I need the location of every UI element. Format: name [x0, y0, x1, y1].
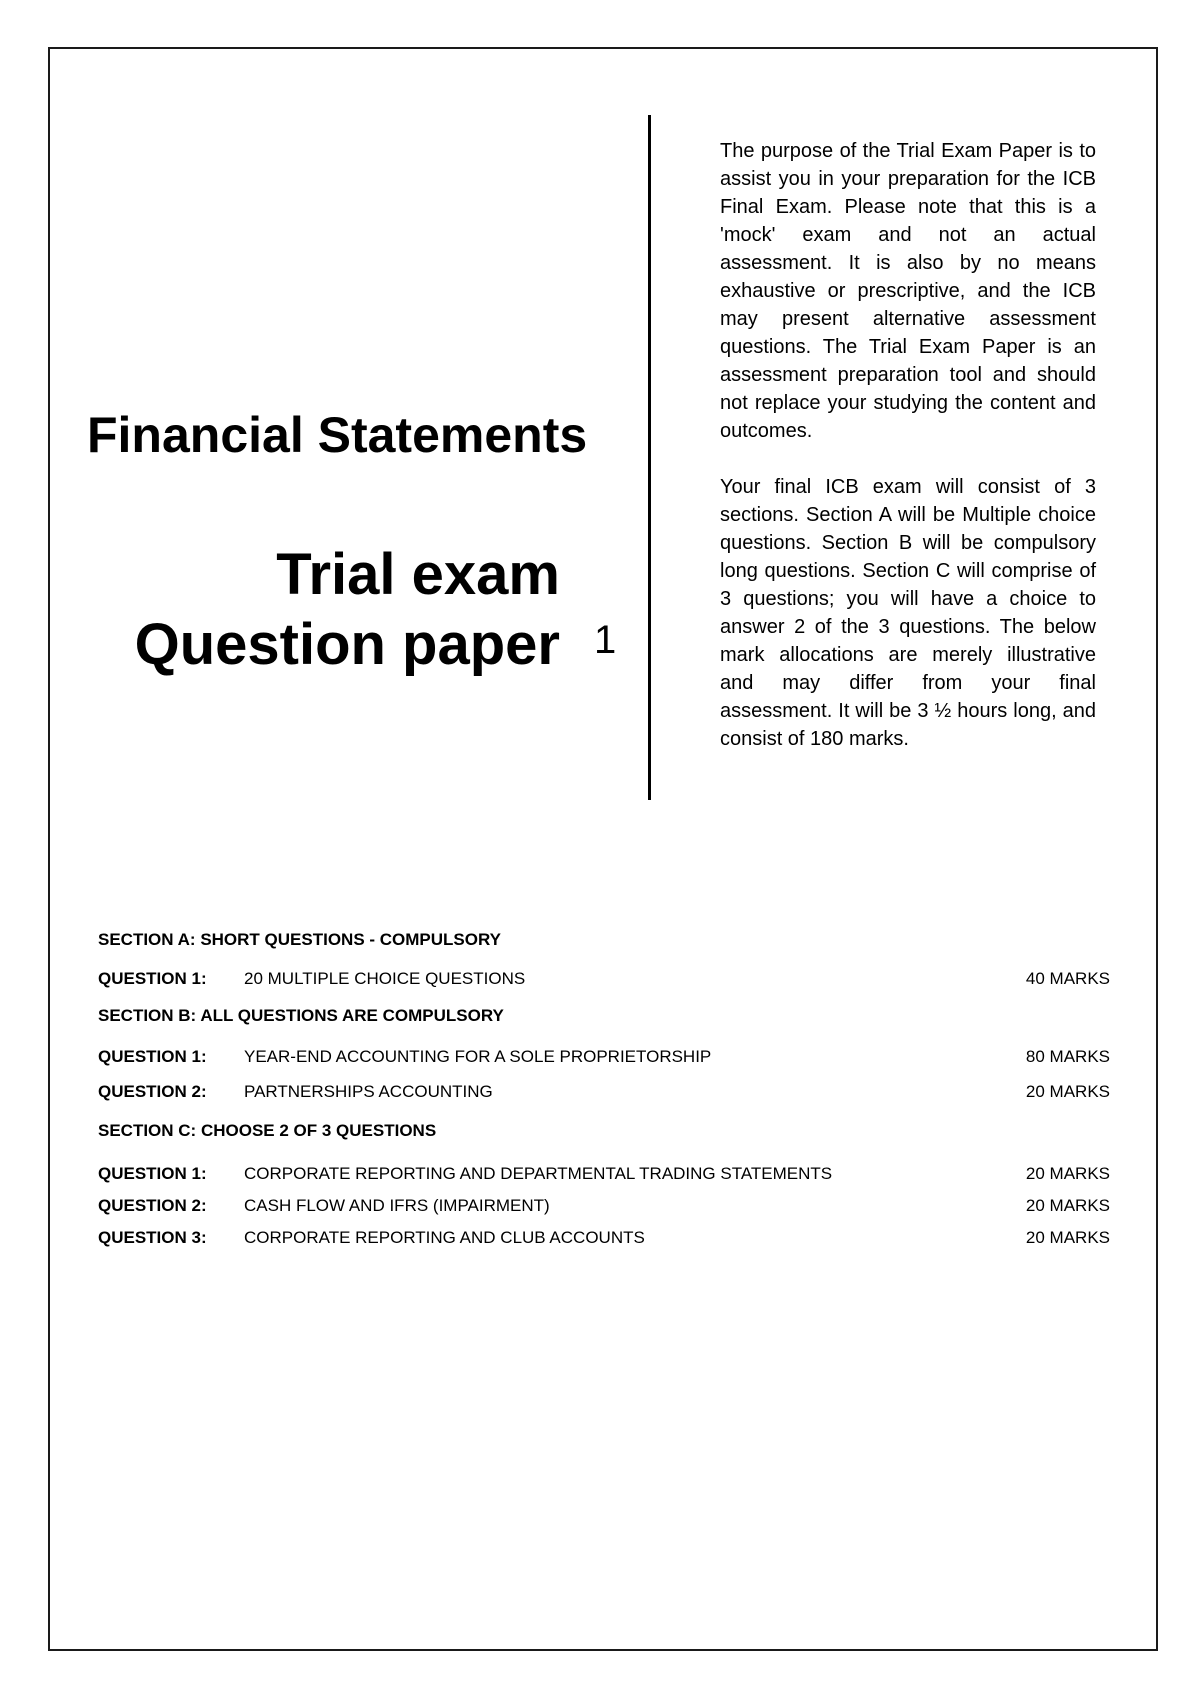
section-b-question-1	[98, 1047, 1110, 1067]
section-a-heading: SECTION A: SHORT QUESTIONS - COMPULSORY	[98, 930, 501, 949]
section-c-question-2	[98, 1196, 1110, 1216]
question-marks: 40 MARKS	[1025, 969, 1110, 988]
section-a-question-1	[98, 969, 1110, 989]
intro-paragraph-structure: Your final ICB exam will consist of 3 sections. Section A will be Multiple choice questions. Section B will be compulsory long questions. Section C will comprise of 3 questions; you will have a choice to answer 2 of the 3 questions. The below mark allocations are merely illustrative and may differ from your final assessment. It will be 3 ½ hours long, and consist of 180 marks.	[720, 476, 1096, 750]
question-marks: 80 MARKS	[1025, 1047, 1110, 1066]
question-marks: 20 MARKS	[1025, 1228, 1110, 1247]
question-label: QUESTION 2:	[98, 1082, 207, 1101]
question-label: QUESTION 1:	[98, 1047, 207, 1066]
question-label: QUESTION 3:	[98, 1228, 207, 1247]
exam-title	[135, 540, 560, 680]
question-contents	[98, 930, 1110, 1248]
question-title: CORPORATE REPORTING AND DEPARTMENTAL TRADING STATEMENTS	[244, 1164, 833, 1183]
section-c-question-3	[98, 1228, 1110, 1248]
question-label: QUESTION 2:	[98, 1196, 207, 1215]
question-marks: 20 MARKS	[1025, 1196, 1110, 1215]
question-label: QUESTION 1:	[98, 969, 207, 988]
section-b-question-2	[98, 1082, 1110, 1102]
paper-number: 1	[594, 618, 617, 662]
section-c-question-1	[98, 1164, 1110, 1184]
exam-title-line-2: Question paper	[134, 612, 560, 677]
question-marks: 20 MARKS	[1025, 1164, 1110, 1183]
intro-text	[720, 137, 1096, 781]
section-c-heading: SECTION C: CHOOSE 2 OF 3 QUESTIONS	[98, 1121, 437, 1140]
question-marks: 20 MARKS	[1025, 1082, 1110, 1101]
subject-title: Financial Statements	[87, 407, 588, 463]
vertical-divider	[648, 115, 651, 800]
section-b-heading: SECTION B: ALL QUESTIONS ARE COMPULSORY	[98, 1006, 504, 1025]
question-label: QUESTION 1:	[98, 1164, 207, 1183]
intro-paragraph-purpose: The purpose of the Trial Exam Paper is to assist you in your preparation for the ICB Final Exam. Please note that this is a 'mock' exam and not an actual assessment. It is also by no means exhaustive or prescriptive, and the ICB may present alternative assessment questions. The Trial Exam Paper is an assessment preparation tool and should not replace your studying the content and outcomes.	[720, 140, 1096, 442]
question-title: PARTNERSHIPS ACCOUNTING	[244, 1082, 493, 1101]
question-title: CORPORATE REPORTING AND CLUB ACCOUNTS	[244, 1228, 645, 1247]
question-title: YEAR-END ACCOUNTING FOR A SOLE PROPRIETORSHIP	[244, 1047, 712, 1066]
exam-title-line-1: Trial exam	[276, 542, 560, 607]
question-title: CASH FLOW AND IFRS (IMPAIRMENT)	[244, 1196, 550, 1215]
question-title: 20 MULTIPLE CHOICE QUESTIONS	[244, 969, 526, 988]
